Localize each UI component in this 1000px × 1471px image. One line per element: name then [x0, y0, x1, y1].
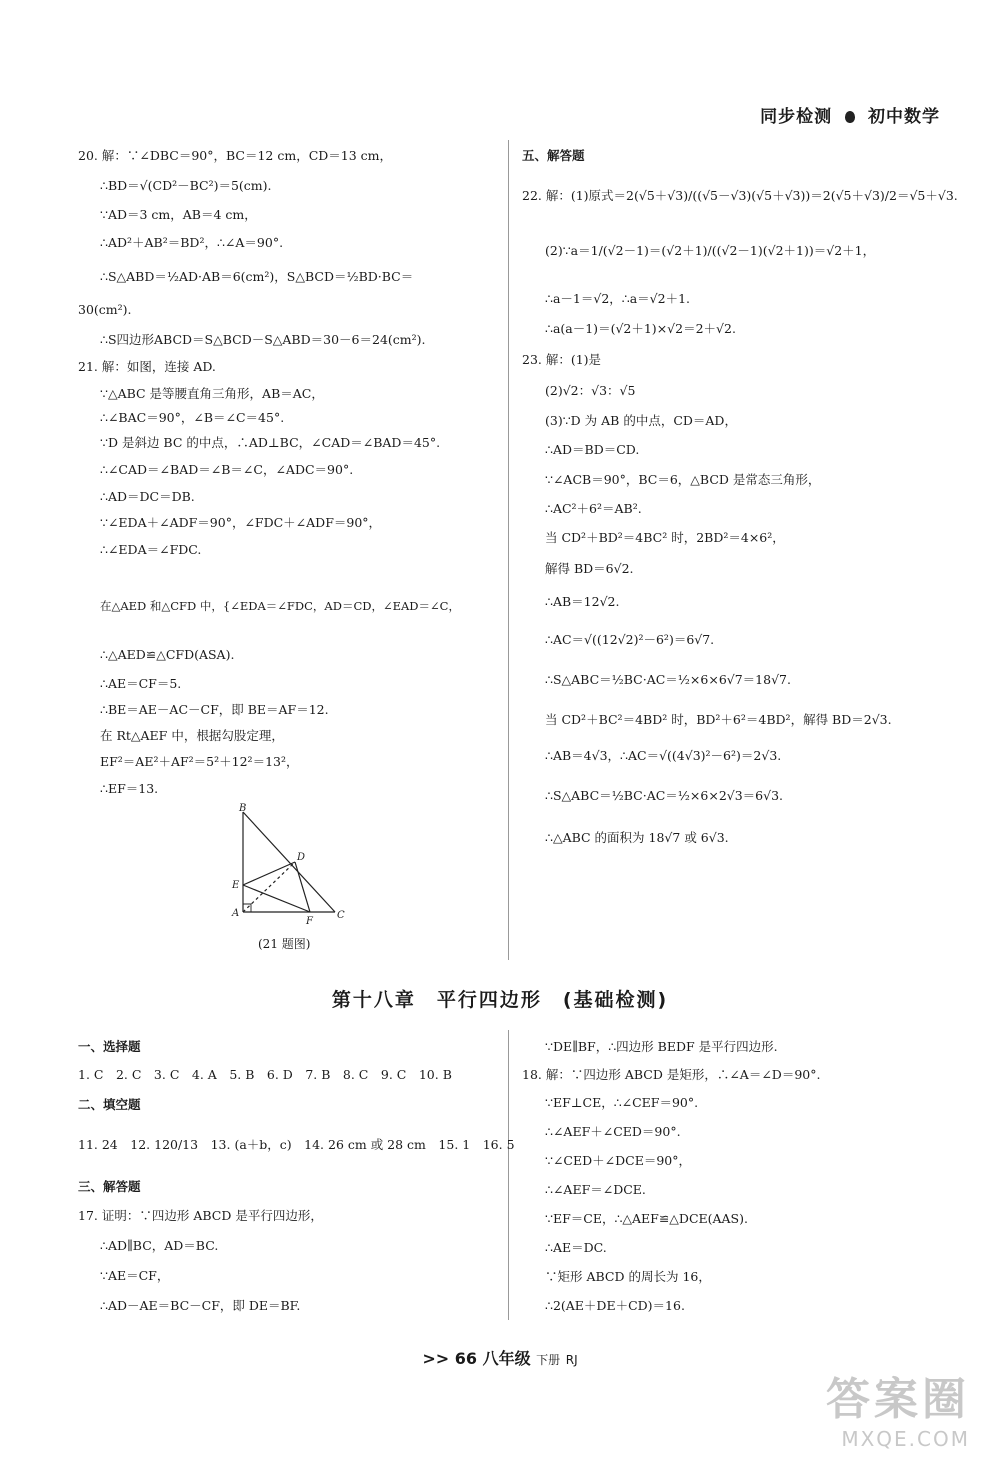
- text-line: ∴△ABC 的面积为 18√7 或 6√3.: [545, 830, 729, 845]
- text-line: (2)√2：√3：√5: [545, 383, 636, 398]
- grade-label: 八年级: [482, 1349, 531, 1368]
- text-line: (3)∵D 为 AB 的中点，CD＝AD，: [545, 413, 737, 428]
- text-line: ∴S△ABD＝½AD·AB＝6(cm²)，S△BCD＝½BD·BC＝: [100, 269, 414, 284]
- text-line: 18. 解：∵四边形 ABCD 是矩形，∴∠A＝∠D＝90°.: [522, 1067, 821, 1082]
- text-line: 22. 解：(1)原式＝2(√5＋√3)/((√5－√3)(√5＋√3))＝2(√5＋√3)/2＝√5＋√3.: [522, 188, 958, 203]
- text-line: EF²＝AE²＋AF²＝5²＋12²＝13²，: [100, 754, 299, 769]
- segment-bc: [243, 812, 335, 912]
- text-line: ∵EF⊥CE，∴∠CEF＝90°.: [545, 1095, 699, 1110]
- text-line: ∵EF＝CE，∴△AEF≌△DCE(AAS).: [545, 1211, 748, 1226]
- text-line: 解得 BD＝6√2.: [545, 561, 634, 576]
- text-line: ∵∠ACB＝90°，BC＝6，△BCD 是常态三角形，: [545, 472, 821, 487]
- text-line: ∴a(a－1)＝(√2＋1)×√2＝2＋√2.: [545, 321, 736, 336]
- text-line: 1. C 2. C 3. C 4. A 5. B 6. D 7. B 8. C 9. C 10. B: [78, 1067, 452, 1082]
- watermark-logo: 答案圈: [826, 1374, 970, 1425]
- column-divider-top: [508, 140, 509, 960]
- section-heading: 一、选择题: [78, 1039, 141, 1054]
- text-line: ∴BD＝√(CD²－BC²)＝5(cm).: [100, 178, 272, 193]
- geometry-figure: [225, 800, 355, 925]
- brand-left: 同步检测: [760, 107, 833, 127]
- text-line: ∵∠CED＋∠DCE＝90°，: [545, 1153, 691, 1168]
- text-line: 在△AED 和△CFD 中，{∠EDA＝∠FDC，AD＝CD，∠EAD＝∠C，: [100, 599, 460, 613]
- edition-label: RJ: [565, 1353, 578, 1367]
- text-line: (2)∵a＝1/(√2－1)＝(√2＋1)/((√2－1)(√2＋1))＝√2＋1，: [545, 243, 876, 258]
- text-line: 11. 24 12. 120/13 13. (a＋b，c) 14. 26 cm 或 28 cm 15. 1 16. 5: [78, 1137, 515, 1152]
- text-line: 当 CD²＋BD²＝4BC² 时，2BD²＝4×6²，: [545, 530, 785, 545]
- text-line: ∴∠CAD＝∠BAD＝∠B＝∠C，∠ADC＝90°.: [100, 462, 354, 477]
- text-line: 在 Rt△AEF 中，根据勾股定理，: [100, 728, 284, 743]
- segment-df: [295, 862, 310, 912]
- text-line: 21. 解：如图，连接 AD.: [78, 359, 216, 374]
- point-label: D: [297, 852, 306, 863]
- text-line: ∴AD∥BC，AD＝BC.: [100, 1238, 219, 1253]
- section-heading: 二、填空题: [78, 1097, 141, 1112]
- volume-label: 下册: [536, 1353, 561, 1367]
- chapter-title: 第十八章 平行四边形 (基础检测): [331, 989, 669, 1011]
- text-line: ∴△AED≌△CFD(ASA).: [100, 647, 235, 662]
- text-line: ∴∠BAC＝90°，∠B＝∠C＝45°.: [100, 410, 285, 425]
- page-header: [760, 102, 940, 127]
- section-heading: 三、解答题: [78, 1179, 141, 1194]
- text-line: 17. 证明：∵四边形 ABCD 是平行四边形，: [78, 1208, 323, 1223]
- text-line: ∵AD＝3 cm，AB＝4 cm，: [100, 207, 257, 222]
- text-line: ∵∠EDA＋∠ADF＝90°，∠FDC＋∠ADF＝90°，: [100, 515, 382, 530]
- text-line: ∴AD²＋AB²＝BD²，∴∠A＝90°.: [100, 235, 284, 250]
- text-line: ∴EF＝13.: [100, 781, 159, 796]
- text-line: ∴BE＝AE－AC－CF，即 BE＝AF＝12.: [100, 702, 329, 717]
- text-line: ∵矩形 ABCD 的周长为 16，: [545, 1269, 711, 1284]
- figure-caption: (21 题图): [258, 937, 311, 951]
- text-line: ∴2(AE＋DE＋CD)＝16.: [545, 1298, 685, 1313]
- column-divider-bottom: [508, 1030, 509, 1320]
- chevron-right-icon: >>: [422, 1349, 450, 1368]
- text-line: ∴AD－AE＝BC－CF，即 DE＝BF.: [100, 1298, 301, 1313]
- text-line: ∴S△ABC＝½BC·AC＝½×6×2√3＝6√3.: [545, 788, 784, 803]
- text-line: ∵DE∥BF，∴四边形 BEDF 是平行四边形.: [545, 1039, 778, 1054]
- watermark: [826, 1363, 970, 1451]
- point-label: C: [337, 910, 345, 921]
- text-line: ∴AC＝√((12√2)²－6²)＝6√7.: [545, 632, 715, 647]
- text-line: 30(cm²).: [78, 302, 132, 317]
- bulb-icon: [845, 111, 855, 123]
- text-line: ∴AE＝CF＝5.: [100, 676, 182, 691]
- text-line: 20. 解：∵∠DBC＝90°，BC＝12 cm，CD＝13 cm，: [78, 148, 393, 163]
- page-number: 66: [454, 1349, 477, 1368]
- text-line: ∴AC²＋6²＝AB².: [545, 501, 642, 516]
- text-line: 23. 解：(1)是: [522, 352, 602, 367]
- brand-right: 初中数学: [868, 107, 940, 127]
- point-label: F: [306, 916, 313, 925]
- text-line: ∵△ABC 是等腰直角三角形，AB＝AC，: [100, 386, 324, 401]
- text-line: ∴AE＝DC.: [545, 1240, 607, 1255]
- text-line: ∴a－1＝√2，∴a＝√2＋1.: [545, 291, 691, 306]
- text-line: ∴AB＝12√2.: [545, 594, 620, 609]
- section-heading: 五、解答题: [522, 148, 585, 163]
- text-line: ∴AB＝4√3，∴AC＝√((4√3)²－6²)＝2√3.: [545, 748, 782, 763]
- text-line: ∴∠AEF＝∠DCE.: [545, 1182, 646, 1197]
- segment-ef: [243, 885, 310, 912]
- text-line: ∵AE＝CF，: [100, 1268, 170, 1283]
- text-line: ∴S△ABC＝½BC·AC＝½×6×6√7＝18√7.: [545, 672, 791, 687]
- watermark-url: MXQE.COM: [841, 1427, 970, 1451]
- text-line: ∵D 是斜边 BC 的中点，∴AD⊥BC，∠CAD＝∠BAD＝45°.: [100, 435, 441, 450]
- text-line: ∴S四边形ABCD＝S△BCD－S△ABD＝30－6＝24(cm²).: [100, 332, 426, 347]
- point-label: B: [239, 803, 247, 814]
- text-line: 当 CD²＋BC²＝4BD² 时，BD²＋6²＝4BD²，解得 BD＝2√3.: [545, 712, 892, 727]
- point-label: E: [232, 880, 240, 891]
- segment-ed: [243, 862, 295, 885]
- text-line: ∴∠EDA＝∠FDC.: [100, 542, 202, 557]
- point-label: A: [232, 908, 240, 919]
- text-line: ∴∠AEF＋∠CED＝90°.: [545, 1124, 681, 1139]
- text-line: ∴AD＝BD＝CD.: [545, 442, 640, 457]
- text-line: ∴AD＝DC＝DB.: [100, 489, 195, 504]
